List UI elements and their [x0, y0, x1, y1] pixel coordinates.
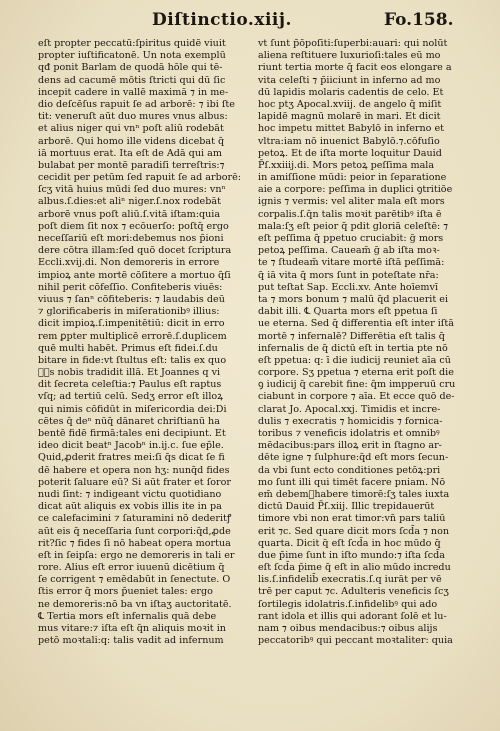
text-line: trē per caput ⁊c. Adulteris veneficis ſcʒ	[258, 586, 449, 598]
text-line: ꝯ iudicij q̄ carebit fine: q̄m impperuū cru	[258, 379, 456, 391]
text-line: dicit impioꝝ.ſ.impenitētiū: dicit in erro	[38, 318, 225, 330]
text-line: vt ſunt p̄ōpoſiti:ſuperbi:auari: qui nolūt	[258, 38, 448, 49]
text-line: ſcʒ vitā huius mūdi ſed duo mures: vnⁿ	[38, 184, 226, 196]
text-line: hoc impetu mittet Babylō in inferno et	[258, 123, 445, 135]
text-line: toribus ⁊ veneficis idolatris et omnibꝰ	[258, 428, 440, 439]
text-line: ta ⁊ mors bonum ⁊ malū q̄d placuerit ei	[258, 293, 449, 305]
text-line: albus.ſ.dies:et aliⁿ niger.ſ.nox rodebāt	[38, 196, 221, 208]
text-line: tit: veneruſt aūt duo mures vnus albus:	[38, 111, 228, 123]
text-line: ideo dicit beatⁿ Jacobⁿ in.ij.c. ſue ep̄le.	[38, 440, 224, 452]
text-line: arborē vnus poſt aliū.ſ.vitā iſtam:quia	[38, 208, 221, 220]
running-title: Diſtinctio.xiij.	[152, 10, 292, 30]
text-line: put teſtat Sap. Eccli.xv. Ante hoīemvī	[258, 281, 439, 293]
text-line: hoc ptʒ Apocal.xviij. de angelo q̄ miſit	[258, 98, 442, 110]
text-line: quē multi habēt. Primus eſt fidei.ſ.du	[38, 342, 218, 354]
text-line: dabit illi. ℄ Quarta mors eſt ppetua ſi	[258, 306, 438, 318]
text-line: Quid,ꝓderit fratres mei:ſi q̄s dicat ſe fi	[38, 452, 225, 464]
text-line: quarta. Dicit q̄ eſt ſcd̄a in hoc mūdo q̄	[258, 537, 441, 549]
text-line: infernalis de q̄ dictū eſt in tertia pte nō	[258, 342, 448, 354]
text-line: aliena reſtituere luxurioſi:tales eū mo	[258, 50, 441, 62]
text-line: ne demoreris:nō ba vn iſtaʒ auctoritatē.	[38, 598, 232, 610]
text-line: dio deſcēſus rapuit ſe ad arborē: ⁊ ibi ſte	[38, 98, 235, 110]
folio-number: Fo.158.	[384, 10, 454, 30]
text-line: due p̄ime ſunt in iſto mundo:⁊ iſta ſcd̄a	[258, 549, 445, 561]
text-line: corpalis.ſ.q̄n talis moꝛit parētibꝰ iſta ē	[258, 208, 442, 220]
text-line: da vbi ſunt ecto conditiones petōꝝ:pri	[258, 464, 441, 476]
text-line: in amiſſione mūdi: peior in ſeparatione	[258, 172, 447, 184]
text-line: riunt tertia morte q̄ facit eos elongare a	[258, 62, 452, 74]
text-line: P̄ſ.xxiiij.di. Mors petoꝝ peſſima mala	[258, 159, 435, 171]
text-line: mēdacibus:pars illoꝝ erit in ſtagno ar-	[258, 440, 442, 452]
text-line: neceſſariū eſt mori:debemus nos p̄ioni	[38, 233, 224, 244]
text-line: cētes q̄ deⁿ nūq̄ dānaret chriſtianū ha	[38, 415, 220, 427]
text-line: dictū Dauid P̄ſ.xiij. Illic trepidauerūt	[258, 501, 435, 513]
text-line: eſt ſcd̄a p̄ime q̄ eſt in alio mūdo incredu	[258, 562, 451, 574]
text-line: poſt diem ſit nox ⁊ ecōuerſo: poſtq̄ ergo	[38, 220, 229, 232]
text-line: em̄ debemᷣhabere timorē:ſʒ tales iuxta	[258, 488, 450, 500]
text-line: rem ꝑpter multiplicē errorē.ſ.duplicem	[38, 330, 227, 342]
text-line: bentē fidē firmā:tales eni decipiunt. Et	[38, 428, 226, 439]
text-line: et alius niger qui vnⁿ poſt aliū rodebāt	[38, 123, 224, 135]
text-line: ℄ Tertia mors eſt infernalis quā debe	[38, 610, 217, 622]
text-line: te ⁊ ſtudeam̄ vitare mortē iſtā peſſimā:	[258, 257, 445, 269]
text-line: bulabat per montē paradiſi terreſtris:⁊	[38, 159, 225, 171]
text-line: incepit cadere in vallē maximā ⁊ in me-	[38, 86, 229, 98]
text-line: nudi ſint: ⁊ indigeant victu quotidiano	[38, 488, 222, 500]
text-line: ue eterna. Sed q̄ differentia eſt inter iſtā	[258, 318, 454, 330]
text-line: dulis ⁊ execratis ⁊ homicidis ⁊ fornica-	[258, 415, 443, 427]
text-line: dere cōtra illam:ſed quō docet ſcriptura	[38, 245, 232, 257]
text-line: petoꝝ. Et de iſta morte loquitur Dauid	[258, 147, 442, 159]
text-line: dē habere et opera non hʒ: nunq̄d fides	[38, 464, 230, 476]
text-line: vſq; ad tertiū celū. Sedʒ error eſt illoꝝ	[38, 391, 223, 403]
left-column	[38, 38, 253, 647]
text-line: nihil perit cōfeſſio. Confiteberis viuēs:	[38, 281, 223, 293]
text-line: viuus ⁊ ſanⁿ cōfiteberis: ⁊ laudabis deū	[38, 293, 225, 305]
text-line: ce calefacimini ⁊ ſaturamini nō dederitꝭ	[38, 513, 232, 525]
text-line: mus vitare:⁊ iſta eſt q̄n aliquis moꝛit in	[38, 623, 226, 634]
text-line: eſt propter peccatū:ſpiritus quidē viuit	[38, 38, 226, 49]
text-line: peccatoribꝰ qui peccant moꝛtaliter: quia	[258, 635, 453, 647]
text-line: eſt peſſima q̄ ppetuo cruciabit: ḡ mors	[258, 233, 444, 244]
text-line: corpore. Sʒ ppetua ⁊ eterna erit poſt die	[258, 367, 454, 379]
text-line: lapidē magnū molarē in mari. Et dicit	[258, 111, 441, 123]
text-line: cecidit per petūm ſed rapuit ſe ad arborē:	[38, 172, 241, 184]
text-line: ciabunt in corpore ⁊ aīa. Et ecce quō de-	[258, 391, 455, 403]
text-line: Eccli.xvij.di. Non demoreris in errore	[38, 257, 220, 269]
text-line: arborē. Qui homo ille videns dicebat q̄	[38, 135, 225, 147]
text-line: dit ſecreta celeſtia:⁊ Paulus eſt raptus	[38, 379, 222, 391]
text-line: vita celeſti ⁊ p̄iiciunt in inferno ad mo	[258, 74, 441, 86]
text-line: lis.ſ.infidelib̄ execratis.ſ.q iurāt per vē	[258, 574, 442, 586]
text-line: dicat aūt aliquis ex vobis illis ite in pa	[38, 501, 222, 513]
text-line: impioꝝ ante mortē cōſitere a mortuo q̄ſi	[38, 269, 231, 281]
text-line: ꝑᷣs nobis tradidit illā. Et Joannes q vi	[38, 367, 221, 379]
text-line: ſtis error q̄ mors p̄ueniet tales: ergo	[38, 586, 213, 598]
text-line: aie a corpore: peſſima in duplici ꝯtritiōe	[258, 184, 453, 196]
text-line: rit?ſic ⁊ fides ſi nō habeat opera mortua	[38, 537, 231, 549]
text-line: clarat Jo. Apocal.xxj. Timidis et incre-	[258, 403, 441, 415]
text-line: vltra:iam nō inuenict Babylō.⁊.cōfuſio	[258, 135, 440, 147]
text-line: bitare in fide:vt ſtultus eſt: talis ex quo	[38, 354, 227, 366]
text-line: q̄ iā vita q̄ mors ſunt in poteſtate nr̄a:	[258, 269, 439, 281]
text-line: eſt in ſeipſa: ergo ne demoreris in tali er	[38, 549, 235, 561]
text-line: dū lapidis molaris cadentis de celo. Et	[258, 86, 444, 98]
text-line: propter iuſtificatonē. Un nota exemplū	[38, 50, 226, 62]
text-line: timore vbi non erat timor:vn̄ pars taliū	[258, 513, 446, 525]
text-line: dēte igne ⁊ ſulphure:q̄d eſt mors ſecun-	[258, 452, 449, 464]
text-line: mortē ⁊ infernalē? Differētia eſt talis q̄	[258, 330, 445, 342]
text-line: ⁊ glorificaberis in miſerationibꝰ illius:	[38, 306, 220, 318]
text-line: erit ⁊c. Sed quare dicit mors ſcd̄a ⁊ non	[258, 525, 450, 537]
text-line: nam ⁊ oibus mendacibus:⁊ oibus alijs	[258, 623, 438, 634]
text-line: petō moꝛtali:q: talis vadit ad infernum	[38, 635, 224, 647]
text-line: qđ ponit Barlam de quodā hōle qui tē-	[38, 62, 223, 74]
text-line: eſt ppetua: q: ī die iudicij reuniet aīa cū	[258, 354, 451, 366]
text-line: qui nimis cōfidūt in miſericordia dei:Di	[38, 403, 227, 415]
text-line: ſortilegis idolatris.ſ.infidelibꝰ qui ado	[258, 598, 438, 610]
text-line: mo ſunt illi qui timēt facere pniam. Nō	[258, 476, 446, 488]
text-line: rant idola et illis qui adorant ſolē et lu-	[258, 610, 447, 622]
text-line: petoꝝ peſſima. Caueam̄ ḡ ab iſta moꝛ-	[258, 245, 440, 257]
text-line: dens ad cacumē mōtis ſtricti qui dū ſic	[38, 74, 226, 86]
text-line: ignis ⁊ vermis: vel aliter mala eſt mors	[258, 196, 445, 208]
text-line: iā mortuus erat. Ita eſt de Adā qui am	[38, 147, 222, 159]
text-line: aūt eis q̄ neceſſaria ſunt corpori:q̄d,ꝓde	[38, 525, 231, 537]
text-line: ſe corrigent ⁊ emēdabūt in ſenectute. O	[38, 574, 231, 586]
text-line: rore. Alius eſt error iuuenū dicētium q̄	[38, 562, 225, 574]
right-column	[258, 38, 473, 647]
running-header	[0, 10, 500, 38]
text-line: poterit ſaluare eū? Si aūt frater et ſoror	[38, 476, 231, 488]
text-line: mala:ſʒ eſt peior q̄ pdit gloriā celeſtē: ⁊	[258, 220, 449, 232]
